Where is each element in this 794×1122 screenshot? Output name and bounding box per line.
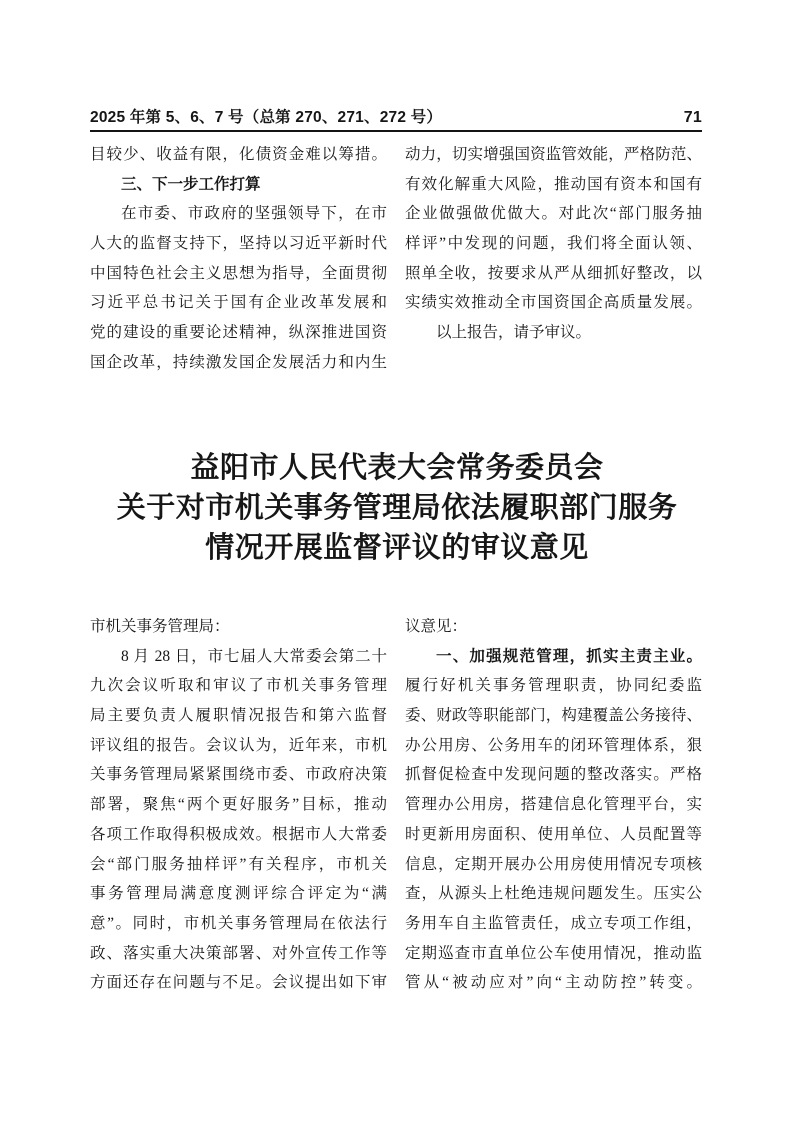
text-line: 政、落实重大决策部署、对外宣传工作等 — [90, 944, 387, 962]
text-line: 党的建设的重要论述精神，纵深推进国资 — [90, 324, 387, 342]
text-line: 三、下一步工作打算 — [121, 175, 261, 193]
text-line: 履行好机关事务管理职责，协同纪委监 — [405, 677, 702, 695]
text-line: 习近平总书记关于国有企业改革发展和 — [90, 294, 387, 312]
text-line: 办公用房、公务用车的闭环管理体系，狠 — [405, 736, 702, 754]
text-line: 各项工作取得积极成效。根据市人大常委 — [90, 825, 387, 843]
text-line: 查，从源头上杜绝违规问题发生。压实公 — [405, 885, 702, 903]
text-line: 8 月 28 日，市七届人大常委会第二十 — [121, 647, 387, 665]
text-line: 国企改革，持续激发国企发展活力和内生 — [90, 353, 387, 371]
text-line: 人大的监督支持下，坚持以习近平新时代 — [90, 235, 387, 253]
text-line: 会“部门服务抽样评”有关程序，市机关 — [90, 855, 387, 873]
upper-left-column — [90, 140, 387, 378]
text-line: 务用车自主监管责任，成立专项工作组， — [405, 914, 702, 932]
text-line: 时更新用房面积、使用单位、人员配置等 — [405, 825, 702, 843]
text-line: 评议组的报告。会议认为，近年来，市机 — [90, 736, 387, 754]
text-line: 关于对市机关事务管理局依法履职部门服务 — [116, 492, 678, 524]
text-line: 局主要负责人履职情况报告和第六监督 — [90, 707, 387, 725]
text-line: 动力，切实增强国资监管效能，严格防范、 — [405, 146, 702, 163]
text-line: 目较少、收益有限，化债资金难以筹措。 — [90, 146, 387, 163]
text-line: 在市委、市政府的坚强领导下，在市 — [121, 205, 387, 223]
text-line: 抓督促检查中发现问题的整改落实。严格 — [405, 766, 702, 784]
section-review-opinion — [90, 612, 702, 998]
text-line: 委、财政等职能部门，构建覆盖公务接待、 — [405, 707, 702, 725]
text-line: 议意见： — [405, 618, 468, 635]
lower-right-column — [405, 612, 702, 998]
text-line: 益阳市人民代表大会常务委员会 — [190, 452, 604, 484]
text-line: 管从“被动应对”向“主动防控”转变。 — [405, 974, 702, 992]
text-line: 一、加强规范管理，抓实主责主业。 — [436, 647, 702, 665]
text-line: 照单全收，按要求从严从细抓好整改，以 — [405, 264, 702, 282]
page-number: 71 — [683, 109, 702, 126]
upper-right-column — [405, 140, 702, 378]
text-line: 定期巡查市直单位公车使用情况，推动监 — [405, 944, 702, 962]
document-title — [0, 448, 794, 568]
text-line: 情况开展监督评议的审议意见 — [205, 532, 589, 564]
text-line: 中国特色社会主义思想为指导，全面贯彻 — [90, 264, 387, 282]
text-line: 管理办公用房，搭建信息化管理平台，实 — [405, 796, 702, 814]
text-line: 方面还存在问题与不足。会议提出如下审 — [90, 974, 387, 992]
text-line: 市机关事务管理局： — [90, 618, 230, 635]
text-line: 九次会议听取和审议了市机关事务管理 — [90, 677, 387, 695]
text-line: 企业做强做优做大。对此次“部门服务抽 — [405, 205, 702, 223]
text-line: 意”。同时，市机关事务管理局在依法行 — [90, 914, 387, 932]
section-report-conclusion — [90, 140, 702, 378]
text-line: 事务管理局满意度测评综合评定为“满 — [90, 885, 387, 903]
issue-number: 2025 年第 5、6、7 号（总第 270、271、272 号） — [90, 109, 443, 126]
text-line: 以上报告，请予审议。 — [436, 324, 592, 342]
text-line: 部署，聚焦“两个更好服务”目标，推动 — [90, 796, 387, 814]
text-line: 信息，定期开展办公用房使用情况专项核 — [405, 855, 702, 873]
text-line: 样评”中发现的问题，我们将全面认领、 — [405, 235, 702, 253]
text-line: 有效化解重大风险，推动国有资本和国有 — [405, 175, 702, 193]
text-line: 关事务管理局紧紧围绕市委、市政府决策 — [90, 766, 387, 784]
page-header — [90, 105, 702, 132]
text-line: 实绩实效推动全市国资国企高质量发展。 — [405, 294, 702, 312]
lower-left-column — [90, 612, 387, 998]
